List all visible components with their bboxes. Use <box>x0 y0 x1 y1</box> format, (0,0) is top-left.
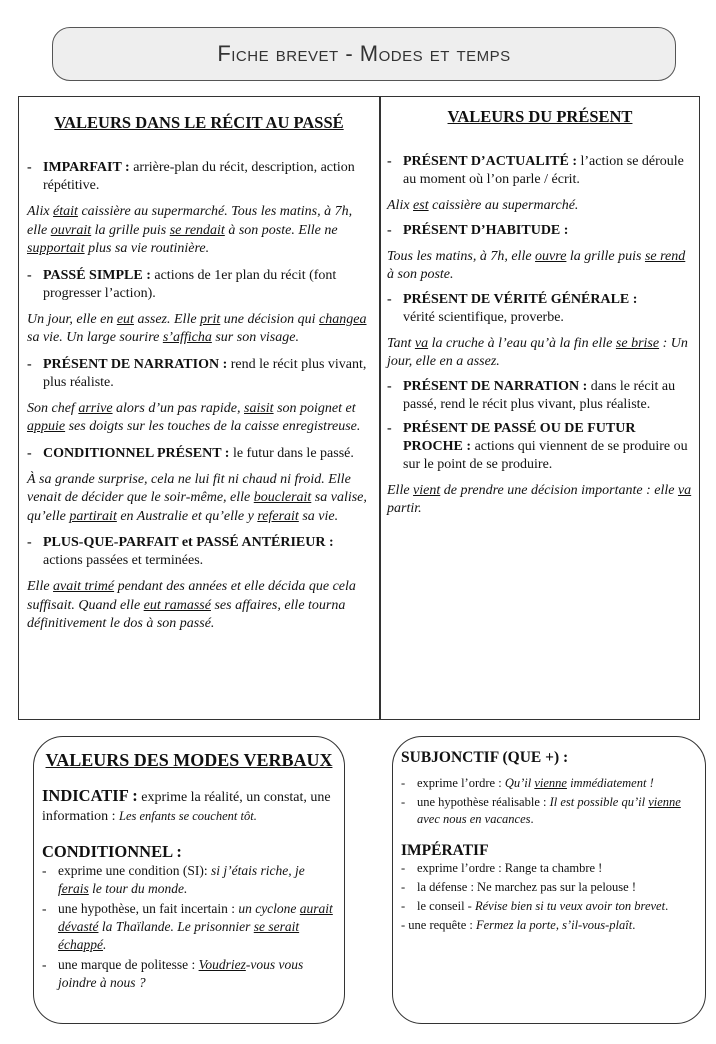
text-run: ses affaires, elle tourna définitivement le dos à son passé. <box>27 597 346 631</box>
passe-simple-label: PASSÉ SIMPLE : <box>43 267 151 283</box>
text-run: se serait échappé <box>58 919 300 952</box>
passe-simple-item <box>27 267 371 303</box>
bullet-dash: - <box>387 222 392 238</box>
bullet-dash: - <box>42 957 47 972</box>
bullet-dash: - <box>27 356 32 372</box>
text-run: sur son visage. <box>211 330 299 345</box>
present-narration-desc: rend le récit plus vivant, plus réaliste. <box>43 356 367 390</box>
text-run: partir. <box>387 501 422 516</box>
list-item <box>401 898 697 915</box>
imperatif-heading: IMPÉRATIF <box>401 842 489 859</box>
text-run: est <box>413 198 429 213</box>
text-run: supportait <box>27 241 85 256</box>
text-run: si j’étais riche, je <box>210 863 305 878</box>
pqp-desc: actions passées et terminées. <box>43 553 204 568</box>
text-run: à son poste. <box>387 267 454 282</box>
text-run: Tant <box>387 335 415 351</box>
text-run: le conseil - <box>417 899 475 913</box>
verite-item <box>387 291 693 327</box>
values-table <box>18 96 700 720</box>
bullet-dash: - <box>401 776 406 790</box>
bullet-dash: - <box>401 861 406 875</box>
text-run: la grille puis <box>91 222 170 238</box>
text-run: Alix <box>387 198 414 213</box>
list-item-text <box>58 900 336 954</box>
bullet-dash: - <box>387 378 392 394</box>
modes-card <box>33 736 345 1024</box>
text-run: une décision qui <box>220 311 320 327</box>
text-run: à son poste. Elle ne <box>224 222 338 238</box>
text-run: exprime une condition (SI): <box>58 863 211 878</box>
list-item-text <box>417 860 602 877</box>
text-run: était <box>53 204 78 219</box>
proche-label: PRÉSENT DE PASSÉ OU DE FUTUR PROCHE : <box>403 420 636 454</box>
list-item <box>401 794 697 828</box>
text-run: un cyclone <box>238 901 300 916</box>
indicatif-example: Les enfants se couchent tôt. <box>119 809 257 823</box>
text-run: avait trimé <box>53 579 115 594</box>
subjonctif-heading: SUBJONCTIF (QUE +) : <box>401 749 569 766</box>
text-run: la cruche à l’eau qu’à la fin elle <box>428 335 616 351</box>
text-run: immédiatement ! <box>566 776 654 790</box>
text-run: bouclerait <box>253 490 312 505</box>
text-run: Elle <box>27 579 54 594</box>
pqp-label: PLUS-QUE-PARFAIT et PASSÉ ANTÉRIEUR : <box>43 535 334 550</box>
verite-example <box>387 335 693 372</box>
text-run: Il est possible qu’il <box>549 795 649 809</box>
bullet-dash: - <box>27 267 32 283</box>
text-run: exprime l’ordre : <box>417 776 505 790</box>
text-run: - une requête : <box>401 918 476 932</box>
list-item-text <box>417 794 697 828</box>
conditionnel-desc: le futur dans le passé. <box>229 445 354 461</box>
verite-desc: vérité scientifique, proverbe. <box>403 309 564 325</box>
text-run: se brise <box>615 335 660 351</box>
past-narrative-heading: VALEURS DANS LE RÉCIT AU PASSÉ <box>54 113 344 132</box>
text-run: Tous les matins, à 7h, elle <box>387 248 536 264</box>
list-item-text <box>58 956 336 992</box>
text-run: . <box>102 937 107 952</box>
text-run: Voudriez <box>198 957 246 972</box>
text-run: ferais <box>58 881 89 896</box>
list-item <box>401 860 697 877</box>
text-run: la grille puis <box>566 248 645 264</box>
text-run: se rend <box>644 248 686 264</box>
actualite-desc: l’action se déroule au moment où l’on parle / écrit. <box>403 154 684 187</box>
imperatif-list <box>401 860 697 915</box>
text-run: le tour du monde. <box>88 881 188 896</box>
text-run: ouvre <box>535 248 567 264</box>
present-narration-example <box>27 400 371 437</box>
list-item-text <box>417 879 636 896</box>
text-run: va <box>414 335 429 351</box>
narration-item <box>387 378 693 414</box>
past-narrative-column <box>19 97 379 719</box>
text-run: alors d’un pas rapide, <box>112 400 244 416</box>
bullet-dash: - <box>42 901 47 916</box>
text-run: . <box>530 812 534 826</box>
bullet-dash: - <box>42 863 47 878</box>
text-run: Révise bien si tu veux avoir ton brevet <box>474 899 666 913</box>
text-run: saisit <box>244 400 274 416</box>
text-run: se rendait <box>169 222 225 238</box>
text-run: assez. Elle <box>133 311 201 327</box>
list-item-text <box>58 862 336 898</box>
text-run: . <box>632 918 636 932</box>
bullet-dash: - <box>27 160 32 175</box>
present-narration-label: PRÉSENT DE NARRATION : <box>43 356 228 372</box>
text-run: sa vie. Un large sourire <box>27 330 163 345</box>
text-run: Fermez la porte, s’il-vous-plaît <box>475 918 633 932</box>
text-run: ses doigts sur les touches de la caisse enregistreuse. <box>65 419 361 434</box>
imparfait-example <box>27 203 371 259</box>
narration-desc: dans le récit au passé, rend le récit plus vivant, plus réaliste. <box>403 378 676 412</box>
text-run: Son chef <box>27 400 79 416</box>
text-run: . <box>665 899 669 913</box>
subjonctif-list <box>401 775 697 828</box>
conditionnel-list <box>42 862 336 992</box>
indicatif-label: INDICATIF : <box>42 786 138 805</box>
proche-desc: actions qui viennent de se produire ou sur le point de se produire. <box>403 438 688 472</box>
bullet-dash: - <box>387 420 392 436</box>
present-values-heading: VALEURS DU PRÉSENT <box>447 107 633 126</box>
text-run: avec nous en vacances <box>417 812 531 826</box>
list-item-text <box>417 898 668 915</box>
bullet-dash: - <box>387 154 392 169</box>
page-title: Fiche brevet - Modes et temps <box>52 27 676 81</box>
list-item <box>42 862 336 898</box>
text-run: la défense : Ne marchez pas sur la pelouse ! <box>417 880 637 894</box>
text-run: Alix <box>27 204 54 219</box>
text-run: sa valise, qu’elle <box>27 490 367 524</box>
actualite-example <box>387 197 693 216</box>
indicatif-block <box>42 787 336 826</box>
imparfait-label: IMPARFAIT : <box>43 160 130 175</box>
text-run: Un jour, elle en <box>27 311 117 327</box>
imparfait-item <box>27 159 371 195</box>
actualite-label: PRÉSENT D’ACTUALITÉ : <box>403 154 577 169</box>
conditionnel-heading: CONDITIONNEL : <box>42 842 182 861</box>
list-item <box>42 956 336 992</box>
present-narration-item <box>27 356 371 392</box>
text-run: la Thaïlande. Le prisonnier <box>98 919 254 934</box>
habitude-item <box>387 222 693 240</box>
list-item-text <box>417 775 654 792</box>
passe-simple-desc: actions de 1er plan du récit (font progresser l’action). <box>43 267 337 301</box>
actualite-item <box>387 153 693 189</box>
text-run: changea <box>319 311 367 327</box>
text-run: vienne <box>648 795 681 809</box>
list-item <box>401 879 697 896</box>
text-run: s’afficha <box>162 330 212 345</box>
bullet-dash: - <box>401 899 406 913</box>
text-run: pendant des années et elle décida que cela suffisait. Quand elle <box>27 579 356 613</box>
passe-simple-example <box>27 311 371 348</box>
conditionnel-label: CONDITIONNEL PRÉSENT : <box>43 445 230 461</box>
conditionnel-example <box>27 471 371 527</box>
text-run: en Australie et qu’elle y <box>116 508 258 524</box>
habitude-example <box>387 248 693 285</box>
text-run: eut <box>116 311 134 327</box>
text-run: va <box>677 482 692 498</box>
imperatif-request <box>401 917 697 934</box>
present-values-column <box>381 97 699 719</box>
bullet-dash: - <box>387 291 392 307</box>
text-run: appuie <box>27 419 66 434</box>
verite-label: PRÉSENT DE VÉRITÉ GÉNÉRALE : <box>403 291 638 307</box>
text-run: À sa grande surprise, cela ne lui fit ni chaud ni froid. Elle venait de décider que le soir-même, elle <box>27 471 351 505</box>
bullet-dash: - <box>401 795 406 809</box>
text-run: arrive <box>78 400 113 416</box>
text-run: vient <box>413 482 441 498</box>
text-run: plus sa vie routinière. <box>84 241 210 256</box>
text-run: referait <box>257 508 299 524</box>
text-run: partirait <box>69 508 117 524</box>
text-run: aurait dévasté <box>58 901 333 934</box>
text-run: une hypothèse réalisable : <box>417 795 550 809</box>
bullet-dash: - <box>27 445 32 461</box>
indicatif-desc: exprime la réalité, un constat, une information : <box>42 790 331 824</box>
text-run: eut ramassé <box>143 597 211 613</box>
text-run: son poignet et <box>273 400 356 416</box>
text-run: caissière au supermarché. Tous les matins, à 7h, elle <box>27 204 353 238</box>
text-run: Elle <box>387 482 414 498</box>
text-run: : Un jour, elle en a assez. <box>387 335 688 369</box>
text-run: vienne <box>534 776 567 790</box>
text-run: sa vie. <box>298 508 339 524</box>
habitude-label: PRÉSENT D’HABITUDE : <box>403 222 569 238</box>
pqp-item <box>27 534 371 570</box>
imparfait-desc: arrière-plan du récit, description, action répétitive. <box>43 160 355 193</box>
bullet-dash: - <box>27 535 32 550</box>
subjonctif-card <box>392 736 706 1024</box>
text-run: -vous vous joindre à nous ? <box>58 957 304 990</box>
proche-item <box>387 420 693 474</box>
conditionnel-item <box>27 445 371 463</box>
text-run: de prendre une décision importante : elle <box>440 482 678 498</box>
list-item <box>401 775 697 792</box>
narration-label: PRÉSENT DE NARRATION : <box>403 378 588 394</box>
text-run: Qu’il <box>504 776 535 790</box>
text-run: ouvrait <box>50 222 92 238</box>
pqp-example <box>27 578 371 634</box>
text-run: caissière au supermarché. <box>428 198 579 213</box>
text-run: prit <box>200 311 221 327</box>
text-run: une hypothèse, un fait incertain : <box>58 901 239 916</box>
proche-example <box>387 482 693 519</box>
bullet-dash: - <box>401 880 406 894</box>
text-run: une marque de politesse : <box>58 957 199 972</box>
text-run: exprime l’ordre : Range ta chambre ! <box>417 861 603 875</box>
list-item <box>42 900 336 954</box>
modes-heading: VALEURS DES MODES VERBAUX <box>45 750 333 770</box>
